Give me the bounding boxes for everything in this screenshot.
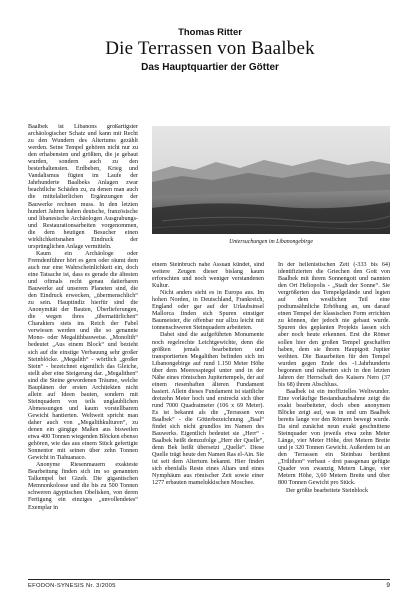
- figure-caption: Untersuchungen im Libanongebirge: [229, 239, 313, 245]
- paragraph: Kaum ein Archäologe oder Fremdenführer hört es gern oder räumt dem auch nur eine Wahrscheinlichkeit ein, doch eine Tatsache ist, dass es gerade die ältesten und oftmals recht genau datierbaren Bauwerke auf unserem Planeten sind, die den Eindruck erwecken, „übermenschlich“ zu sein. Hauptindiz hierfür sind die Anonymität der Bauten, Überlieferungen, die wegen ihres „übernatürlichen“ Charakters stets ins Reich der Fabel verwiesen werden und die so genannte Mono- oder Megalithbauweise. „Monolith“ bedeutet „Aus einem Block“ und bezieht sich auf die einstige Verbauung sehr großer Steinblöcke. „Megalith“ - wörtlich „großer Stein“ - bezeichnet eigentlich das Gleiche, stellt aber eine Steigerung dar. „Megalithen“ sind die Steine gewordenen Träume, welche Bauplänen der ersten Architekten nicht allein auf Ideen bauten, sondern mit Steinquadern von teils unglaublichen Abmessungen und kaum vorstellbarem Gewicht hantierten. Weltweit spricht man daher auch von „Megalithkulturen“, zu denen ein gängige Maßen aus bisweilen etwa 400 Tonnen wiegenden Blöcken ebenso gehören, wie das aus einem Stück gefertigte Sonnentor mit seinen über zehn Tonnen Gewicht in Tiahuanaco.: [28, 250, 138, 462]
- landscape-photo: [152, 126, 390, 234]
- page-number: 9: [386, 582, 390, 589]
- text-column-1: [28, 124, 138, 576]
- paragraph: Nicht anders sieht es in Europa aus. Im hohen Norden, in Deutschland, Frankreich, England oder gar auf der Urlaubsinsel Mallorca finden sich Spuren einstiger Baumeister, die offenbar nur allzu leicht mit tonnenschweren Steinquadern arbeiteten.: [152, 290, 264, 332]
- text-column-3: [278, 262, 390, 576]
- paragraph: Dabei sind die aufgeführten Monumente noch regelrechte Leichtgewichte, denn die größten jemals bearbeiteten und transportierten Megalithen befinden sich im Libanongebirge auf rund 1.150 Meter Höhe über dem Meeresspiegel unter und in der Nähe eines römischen Jupitertempels, der auf einem riesenhaften älteren Fundament basiert. Allein dieses Fundament ist stattliche dreizehn Meter hoch und erstreckt sich über rund 7000 Quadratmeter (106 x 69 Meter). Es ist bekannt als die „Terrassen von Baalbek“ - die Götterbezeichnung „Baal“ findet sich nicht grundlos im Namen des Bauwerks. Eigentlich bedeutet sie „Herr“ - Baalbek heißt demzufolge „Herr der Quelle“, denn Bek heißt übersetzt „Quelle“. Diese Quelle trägt heute den Namen Ras el-Ain. Sie ist seit dem Altertum bekannt. Hier finden sich ebenfalls Reste eines Altars und eines Nymphäum aus römischer Zeit sowie einer 1277 erbauten mamelukkischen Moschee.: [152, 332, 264, 487]
- mountain-landscape-image: [152, 126, 390, 234]
- paragraph: In der hellenistischen Zeit (-333 bis 64) identifizierten die Griechen den Gott von Baalbek mit ihrem Sonnengott und nannten den Ort Heliopolis - „Stadt der Sonne“. Sie vergrößerten das Tempelgelände und legten auf dem westlichen Teil eine podiumsähnliche Erhöhung an, um darauf einen Tempel der klassischen Form errichten zu können, der jedoch nie gebaut wurde. Spuren des geplanten Projekts lassen sich aber noch heute erkennen. Erst die Römer sollen hier den großen Tempel geschaffen haben, dem sie ihrem Hauptgott Jupiter weihten. Die Bauarbeiten für den Tempel wurden gegen Ende des -1.Jahrhunderts begonnen und näherten sich in den letzten Jahren der Herrschaft des Kaisers Nero (37 bis 68) ihrem Abschluss.: [278, 262, 390, 388]
- article-title: Die Terrassen von Baalbek: [105, 38, 315, 59]
- paragraph: Baalbek ist ein inoffizielles Weltwunder. Eine vorläufige Bestandsaufnahme zeigt die exakt bearbeiteter, doch eben anonymen Blöcke zeigt auf, was in und um Baalbek bereits lange vor den Römern bewegt wurde. Da sind zunächst neun exakt geschnittene Steinquader von jeweils etwa zehn Meter Länge, vier Meter Höhe, drei Metern Breite und je 320 Tonnen Gewicht. Außerdem ist an den Terrassen ein Steinbau berühmt „Trilithon“ verbaut - drei passgenau gefügte Quader von zwanzig Metern Länge, vier Metern Höhe, 3,60 Metern Breite und über 800 Tonnen Gewicht pro Stück.: [278, 388, 390, 487]
- paragraph: Der größte bearbeitete Steinblock: [286, 487, 369, 494]
- author-name: Thomas Ritter: [178, 27, 242, 38]
- paragraph: einem Steinbruch nahe Assuan kündet, sind weitere Zeugen dieser bislang kaum erforschten und noch weniger verstandenen Kultur.: [152, 262, 264, 290]
- footer-divider: [28, 579, 390, 580]
- paragraph: Anonyme Riesenmauern exakteste Bearbeitung finden sich im so genannten Talkempel bei Gizeh. Die gigantischen Memnonkolosse und die bis zu 500 Tonnen schweren ägyptischen Obelisken, von deren Fertigung ein einziges „unvollendetes“ Exemplar in: [28, 462, 138, 511]
- article-subtitle: Das Hauptquartier der Götter: [141, 62, 279, 73]
- text-column-2: [152, 262, 264, 576]
- publication-name: EFODON-SYNESIS Nr. 3/2005: [28, 583, 116, 589]
- paragraph: Baalbek ist Libanons großartigster archäologischer Schatz und kann mit Recht zu den Wundern des Altertums gezählt werden. Seine Tempel gehören nicht nur zu den erhabensten und größten, die je gebaut wurden, sondern auch zu den besterhaltensten. Erdbeben, Krieg und Vandalismus fügten im Laufe der Jahrhunderte Baalbeks Anlagen zwar beachtliche Schäden zu, zu denen man auch die mittelalterlichen Ergänzungen der Bauwerke rechnen muss. In den letzten hundert Jahren haben deutsche, französische und libanesische Archäologen Ausgrabungs- und Restaurationsarbeiten vorgenommen, die dem heutigen Besucher einen wirklichkeitsnahen Eindruck der ursprünglichen Anlage vermitteln.: [28, 124, 138, 250]
